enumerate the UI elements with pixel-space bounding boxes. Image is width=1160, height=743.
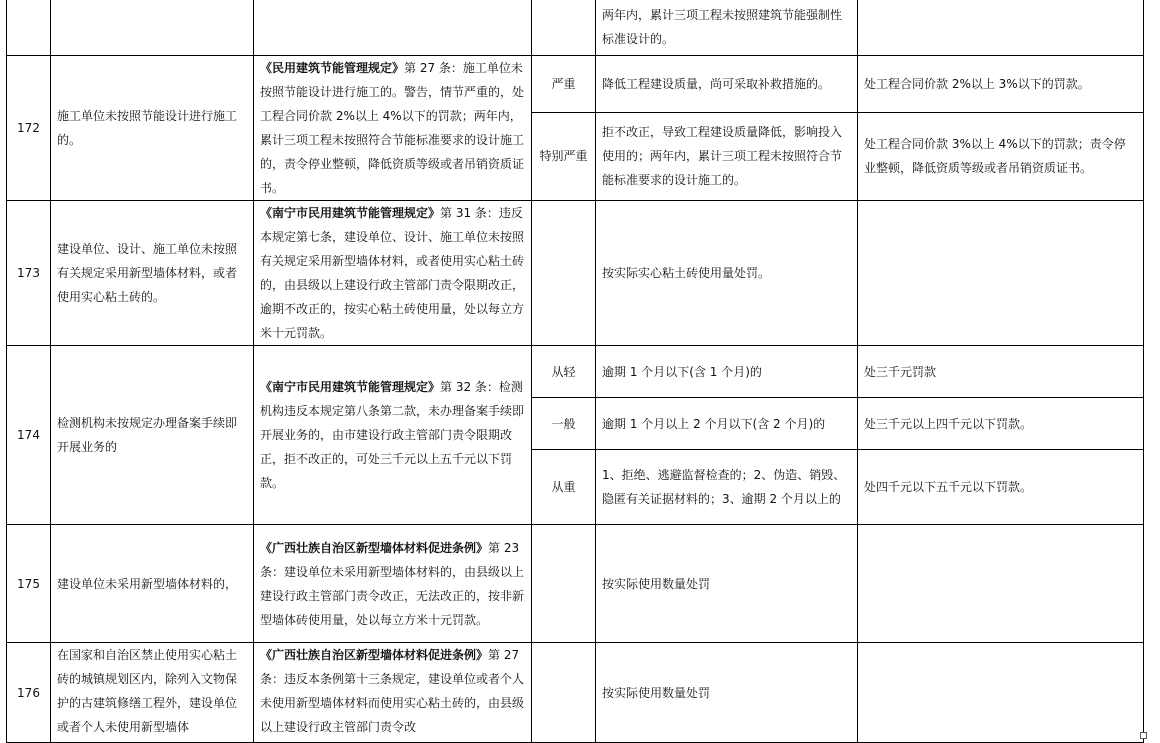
circumstance-cell: 按实际使用数量处罚: [596, 525, 858, 643]
basis-text: 第 23 条：建设单位未采用新型墙体材料的，由县级以上建设行政主管部门责令改正，无法改正的，按非新型墙体砖使用量，处以每立方米十元罚款。: [260, 540, 525, 627]
basis-title: 《民用建筑节能管理规定》: [260, 61, 405, 75]
violation-cell: 建设单位、设计、施工单位未按照有关规定采用新型墙体材料，或者使用实心粘土砖的。: [51, 201, 254, 346]
violation-cell: 检测机构未按规定办理备案手续即开展业务的: [51, 346, 254, 525]
circumstance-cell: 1、拒绝、逃避监督检查的；2、伪造、销毁、隐匿有关证据材料的；3、逾期 2 个月以上的: [596, 450, 858, 525]
violation-cell: 施工单位未按照节能设计进行施工的。: [51, 56, 254, 201]
legal-basis-cell: [254, 346, 532, 525]
violation-cell: 建设单位未采用新型墙体材料的，: [51, 525, 254, 643]
table-row: [7, 0, 1144, 56]
row-number: 174: [7, 346, 51, 525]
basis-text: 第 32 条：检测机构违反本规定第八条第二款，未办理备案手续即开展业务的，由市建设行政主管部门责令限期改正，拒不改正的，可处三千元以上五千元以下罚款。: [260, 380, 525, 490]
penalty-cell: 处工程合同价款 2%以上 3%以下的罚款。: [858, 56, 1144, 113]
circumstance-cell: 逾期 1 个月以上 2 个月以下(含 2 个月)的: [596, 398, 858, 450]
circumstance-cell: 降低工程建设质量，尚可采取补救措施的。: [596, 56, 858, 113]
row-number: 176: [7, 643, 51, 743]
penalty-cell: [858, 643, 1144, 743]
table-row: [7, 56, 1144, 113]
legal-basis-cell: [254, 525, 532, 643]
level-cell: 从重: [532, 450, 596, 525]
basis-title: 《南宁市民用建筑节能管理规定》: [260, 206, 441, 220]
basis-text: 第 27 条：施工单位未按照节能设计进行施工的。警告，情节严重的，处工程合同价款 2%以上 4%以下的罚款；两年内，累计三项工程未按照符合节能标准要求的设计施工的，责令停业整顿，降低资质等级或者吊销资质证书。: [260, 61, 525, 195]
row-number: 172: [7, 56, 51, 201]
penalty-cell: 处四千元以下五千元以下罚款。: [858, 450, 1144, 525]
basis-title: 《广西壮族自治区新型墙体材料促进条例》: [260, 540, 489, 555]
circumstance-cell: 两年内，累计三项工程未按照建筑节能强制性标准设计的。: [596, 0, 858, 56]
circumstance-cell: 按实际使用数量处罚: [596, 643, 858, 743]
level-cell: 一般: [532, 398, 596, 450]
row-number: 173: [7, 201, 51, 346]
circumstance-cell: 按实际实心粘土砖使用量处罚。: [596, 201, 858, 346]
penalty-cell: [858, 525, 1144, 643]
level-cell: [532, 201, 596, 346]
circumstance-cell: 拒不改正，导致工程建设质量降低，影响投入使用的；两年内，累计三项工程未按照符合节能标准要求的设计施工的。: [596, 112, 858, 200]
penalty-table: [6, 0, 1144, 743]
basis-title: 《广西壮族自治区新型墙体材料促进条例》: [260, 648, 489, 662]
legal-basis-cell: [254, 201, 532, 346]
legal-basis-cell: [254, 643, 532, 743]
level-cell: 从轻: [532, 346, 596, 398]
circumstance-cell: 逾期 1 个月以下(含 1 个月)的: [596, 346, 858, 398]
basis-text: 第 31 条：违反本规定第七条，建设单位、设计、施工单位未按照有关规定采用新型墙体材料，或者使用实心粘土砖的，由县级以上建设行政主管部门责令限期改正，逾期不改正的，按实心粘土砖使用量，处以每立方米十元罚款。: [260, 206, 525, 340]
row-number: 175: [7, 525, 51, 643]
table-row: [7, 525, 1144, 643]
penalty-cell: 处三千元罚款: [858, 346, 1144, 398]
legal-basis-cell: [254, 56, 532, 201]
table-row: [7, 643, 1144, 743]
penalty-cell: 处工程合同价款 3%以上 4%以下的罚款；责令停业整顿，降低资质等级或者吊销资质证书。: [858, 112, 1144, 200]
level-cell: 特别严重: [532, 112, 596, 200]
table-row: [7, 201, 1144, 346]
basis-text: 第 27 条：违反本条例第十三条规定，建设单位或者个人未使用新型墙体材料而使用实心粘土砖的，由县级以上建设行政主管部门责令改: [260, 648, 525, 734]
level-cell: [532, 525, 596, 643]
page-end-marker: [1140, 732, 1147, 739]
penalty-cell: [858, 201, 1144, 346]
table-row: [7, 346, 1144, 398]
level-cell: [532, 643, 596, 743]
violation-cell: 在国家和自治区禁止使用实心粘土砖的城镇规划区内，除列入文物保护的古建筑修缮工程外，建设单位或者个人未使用新型墙体: [51, 643, 254, 743]
level-cell: 严重: [532, 56, 596, 113]
penalty-cell: 处三千元以上四千元以下罚款。: [858, 398, 1144, 450]
basis-title: 《南宁市民用建筑节能管理规定》: [260, 380, 441, 394]
